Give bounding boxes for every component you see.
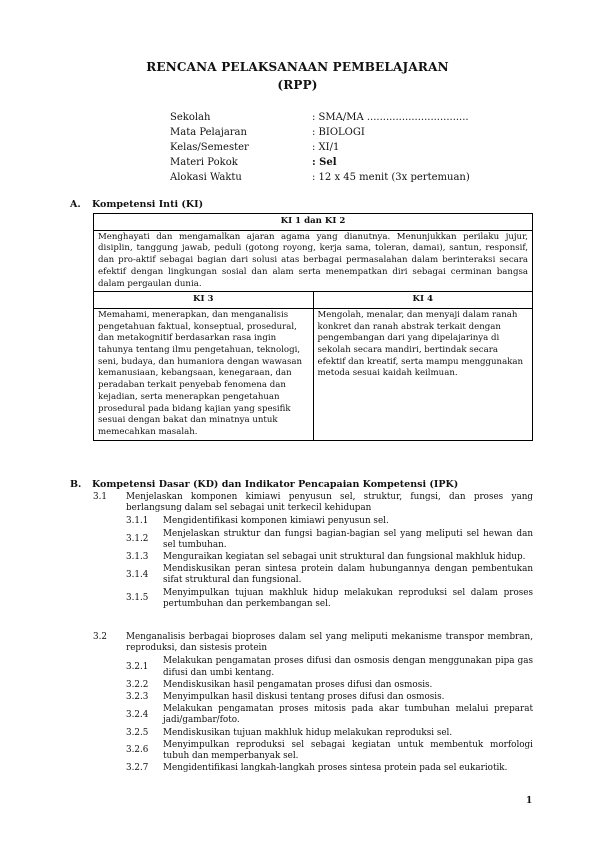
kd-number: 3.1: [93, 492, 107, 502]
ki3-text: Memahami, menerapkan, dan menganalisis pengetahuan faktual, konseptual, prosedural, dan metakognitif berdasarkan rasa ingin tahunya tentang ilmu pengetahuan, teknologi, seni, budaya, dan humaniora dengan wawasan kemanusiaan, kebangsaan, kenegaraan, dan peradaban terkait penyebab fenomena dan kejadian, serta menerapkan pengetahuan prosedural pada bidang kajian yang spesifik sesuai dengan bakat dan minatnya untuk memecahkan masalah.: [94, 308, 314, 440]
section-b-heading: [70, 479, 458, 490]
ipk-text: Mendiskusikan tujuan makhluk hidup melakukan reproduksi sel.: [163, 727, 453, 738]
identity-value: : 12 x 45 menit (3x pertemuan): [312, 172, 470, 183]
kd-item: [93, 492, 533, 514]
ipk-item: [126, 763, 533, 774]
identity-value: : SMA/MA ................................: [312, 112, 469, 123]
document-subtitle: (RPP): [277, 78, 318, 92]
ipk-item: [126, 680, 533, 691]
ipk-item: [126, 516, 533, 527]
ipk-number: 3.2.7: [126, 763, 149, 774]
kd-item: [93, 632, 533, 654]
ipk-number: 3.1.4: [126, 569, 149, 580]
ipk-text: Menjelaskan struktur dan fungsi bagian-bagian sel yang meliputi sel hewan dan sel tumbuhan.: [163, 528, 533, 550]
identity-value: : XI/1: [312, 142, 340, 153]
ipk-number: 3.2.3: [126, 692, 149, 703]
ipk-text: Mendiskusikan hasil pengamatan proses difusi dan osmosis.: [163, 679, 433, 690]
identity-label: Kelas/Semester: [170, 142, 249, 153]
ipk-number: 3.2.1: [126, 662, 149, 672]
ipk-item: [126, 704, 533, 726]
identity-row-class: [170, 140, 470, 155]
section-title: Kompetensi Dasar (KD) dan Indikator Pencapaian Kompetensi (IPK): [92, 479, 459, 490]
identity-label: Alokasi Waktu: [170, 172, 242, 183]
ipk-item: [126, 588, 533, 610]
ipk-number: 3.1.5: [126, 593, 149, 604]
ipk-text: Menyimpulkan reproduksi sel sebagai kegiatan untuk membentuk morfologi tubuh dan memperbanyak sel.: [163, 739, 533, 762]
ipk-number: 3.2.4: [126, 709, 149, 720]
ipk-number: 3.2.2: [126, 679, 149, 690]
page-number: 1: [526, 796, 533, 806]
identity-value: : BIOLOGI: [312, 127, 365, 138]
ipk-number: 3.1.3: [126, 552, 149, 563]
ipk-text: Menyimpulkan hasil diskusi tentang proses difusi dan osmosis.: [163, 692, 445, 703]
ki3-header: KI 3: [94, 292, 314, 309]
kd-text: Menganalisis berbagai bioproses dalam sel yang meliputi mekanisme transpor membran, reproduksi, dan sistesis protein: [126, 632, 533, 654]
ipk-item: [126, 552, 533, 563]
ipk-text: Menguraikan kegiatan sel sebagai unit struktural dan fungsional makhluk hidup.: [163, 552, 526, 563]
ki12-header: KI 1 dan KI 2: [94, 214, 533, 231]
ipk-text: Melakukan pengamatan proses difusi dan osmosis dengan menggunakan pipa gas difusi dan umbi kentang.: [163, 656, 533, 678]
section-a-heading: [70, 199, 203, 210]
document-title: RENCANA PELAKSANAAN PEMBELAJARAN: [146, 60, 449, 74]
ipk-number: 3.2.5: [126, 727, 149, 738]
ipk-text: Mengidentifikasi komponen kimiawi penyusun sel.: [163, 516, 389, 527]
identity-row-subject: [170, 125, 470, 140]
ipk-item: [126, 564, 533, 586]
section-title: Kompetensi Inti (KI): [92, 199, 204, 210]
identity-value: : Sel: [312, 157, 337, 168]
ipk-number: 3.1.2: [126, 534, 149, 545]
identity-row-school: [170, 110, 470, 125]
ipk-item: [126, 740, 533, 762]
ipk-item: [126, 728, 533, 739]
ipk-text: Melakukan pengamatan proses mitosis pada akar tumbuhan melalui preparat jadi/gambar/foto.: [163, 704, 533, 726]
ki-table: [93, 213, 533, 441]
identity-row-time: [170, 170, 470, 185]
kd-text: Menjelaskan komponen kimiawi penyusun sel, struktur, fungsi, dan proses yang berlangsung dalam sel sebagai unit terkecil kehidupan: [126, 492, 533, 514]
ipk-number: 3.2.6: [126, 745, 149, 756]
ipk-item: [126, 529, 533, 551]
ki12-text: Menghayati dan mengamalkan ajaran agama yang dianutnya. Menunjukkan perilaku jujur, disiplin, tanggung jawab, peduli (gotong royong, kerja sama, toleran, damai), santun, responsif, dan pro-aktif sebagai bagian dari solusi atas berbagai permasalahan dalam berinteraksi secara efektif dengan lingkungan sosial dan alam serta menempatkan diri sebagai cerminan bangsa dalam pergaulan dunia.: [94, 230, 533, 292]
ki4-header: KI 4: [313, 292, 533, 309]
ipk-item: [126, 656, 533, 678]
ki4-text: Mengolah, menalar, dan menyaji dalam ranah konkret dan ranah abstrak terkait dengan pengembangan dari yang dipelajarinya di sekolah secara mandiri, bertindak secara efektif dan kreatif, serta mampu menggunakan metoda sesuai kaidah keilmuan.: [313, 308, 533, 440]
kd-block-2: [93, 632, 533, 775]
ipk-text: Menyimpulkan tujuan makhluk hidup melakukan reproduksi sel dalam proses pertumbuhan dan perkembangan sel.: [163, 587, 533, 609]
section-letter: A.: [70, 199, 81, 210]
ipk-item: [126, 692, 533, 703]
kd-block-1: [93, 492, 533, 611]
identity-row-topic: [170, 155, 470, 170]
ipk-text: Mengidentifikasi langkah-langkah proses sintesa protein pada sel eukariotik.: [163, 763, 508, 774]
kd-number: 3.2: [93, 632, 107, 642]
ipk-number: 3.1.1: [126, 516, 149, 527]
identity-label: Materi Pokok: [170, 157, 238, 168]
identity-block: [170, 110, 470, 185]
identity-label: Mata Pelajaran: [170, 127, 247, 138]
section-letter: B.: [70, 479, 82, 490]
ipk-text: Mendiskusikan peran sintesa protein dalam hubungannya dengan pembentukan sifat struktural dan fungsional.: [163, 564, 533, 586]
identity-label: Sekolah: [170, 112, 211, 123]
